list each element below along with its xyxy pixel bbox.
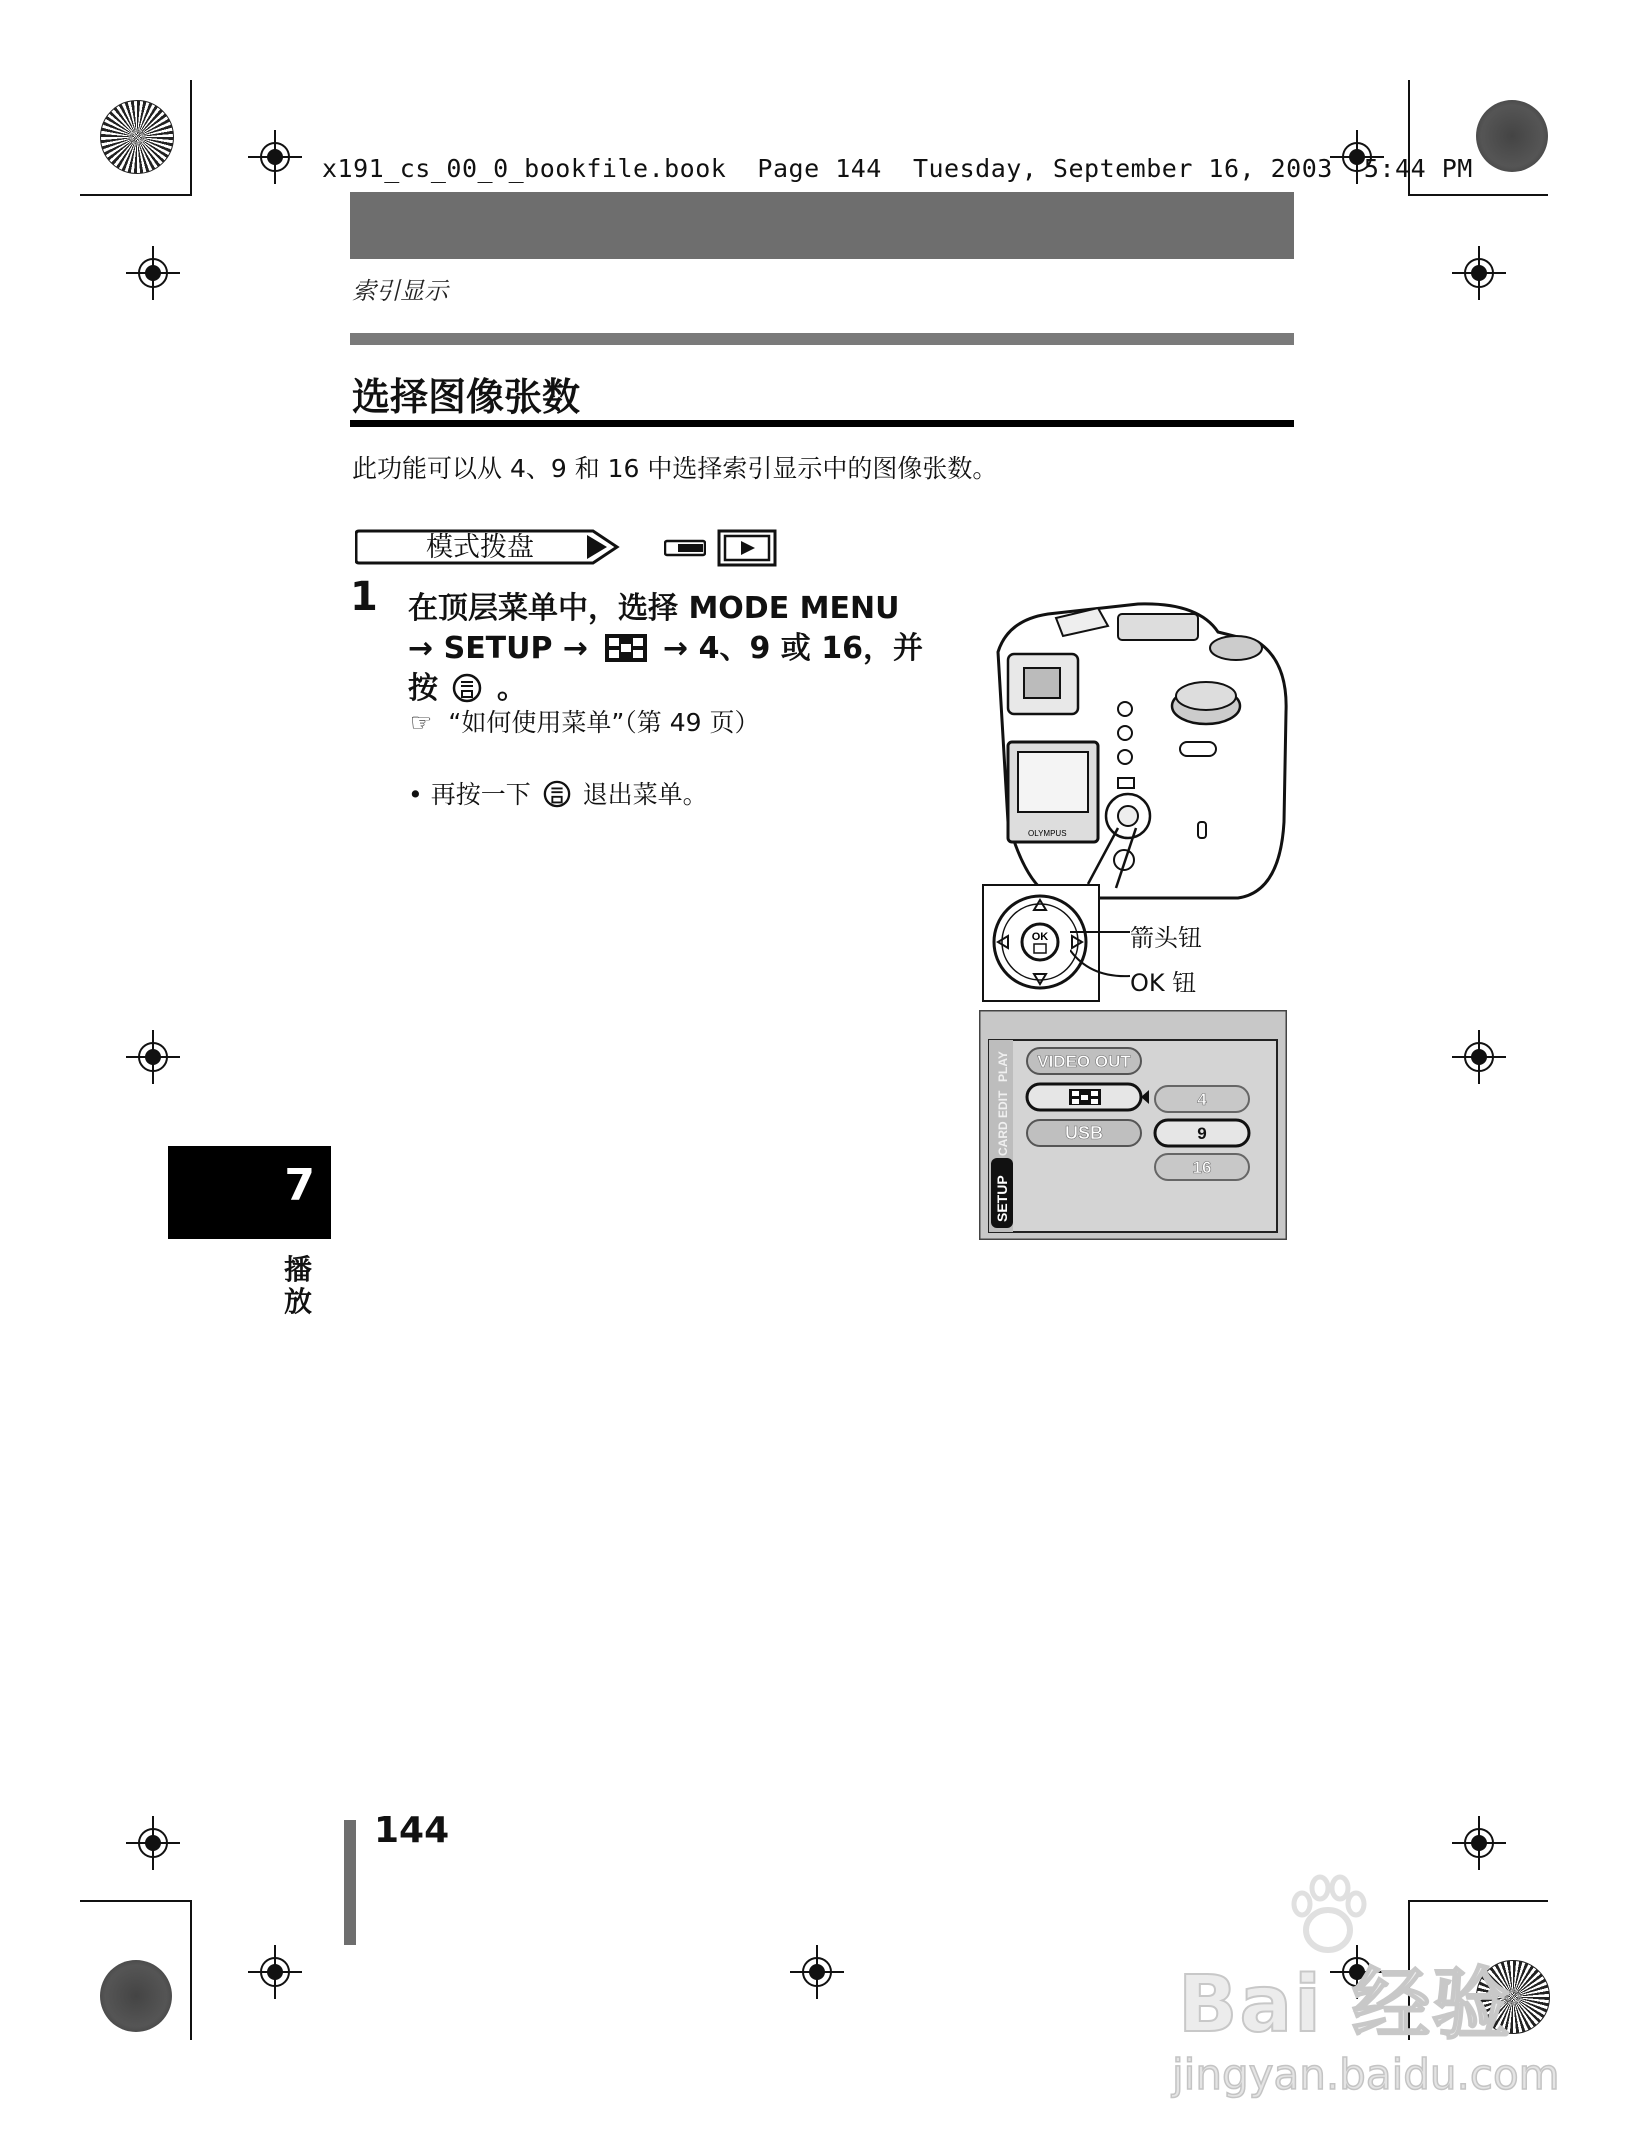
step-number: 1 bbox=[350, 574, 378, 620]
registration-mark bbox=[248, 1945, 302, 1999]
chapter-name: 播放 bbox=[283, 1253, 312, 1318]
title-rule bbox=[350, 420, 1294, 427]
page-reference bbox=[410, 703, 759, 739]
ok-label: OK bbox=[1031, 931, 1049, 943]
crop-mark bbox=[80, 194, 192, 196]
lcd-tab-edit: EDIT bbox=[996, 1090, 1010, 1118]
step-instruction-line bbox=[408, 663, 527, 707]
starburst-mark bbox=[100, 1960, 172, 2032]
lcd-option-9: 9 bbox=[1197, 1124, 1207, 1143]
registration-mark bbox=[248, 130, 302, 184]
reference-text: “如何使用菜单”（第 49 页） bbox=[448, 708, 760, 737]
crop-mark bbox=[80, 1900, 192, 1902]
chapter-tab: 7 bbox=[168, 1146, 331, 1239]
registration-mark bbox=[790, 1945, 844, 1999]
lcd-option-4: 4 bbox=[1197, 1090, 1207, 1109]
registration-mark bbox=[126, 1030, 180, 1084]
watermark-url: jingyan.baidu.com bbox=[1172, 2050, 1560, 2099]
step-instruction-text: 。 bbox=[496, 671, 527, 706]
registration-mark bbox=[1452, 1030, 1506, 1084]
page-number: 144 bbox=[374, 1810, 450, 1851]
camera-illustration bbox=[968, 592, 1308, 912]
step-instruction-line bbox=[408, 623, 923, 667]
ok-button-label: OK 钮 bbox=[1130, 969, 1197, 997]
watermark-text: Bai 经验 bbox=[1178, 1960, 1512, 2050]
lcd-tab-play: PLAY bbox=[996, 1051, 1010, 1082]
lcd-item-video-out: VIDEO OUT bbox=[1037, 1052, 1131, 1071]
registration-mark bbox=[126, 1816, 180, 1870]
switch-icon bbox=[664, 538, 706, 558]
step-instruction-text: → SETUP → bbox=[408, 631, 589, 666]
ok-button-icon bbox=[452, 673, 482, 703]
step-instruction-text: 按 bbox=[408, 671, 438, 706]
step-instruction-text: → 4、9 或 16，并 bbox=[662, 631, 923, 666]
camera-brand: OLYMPUS bbox=[1028, 829, 1067, 838]
section-subtitle: 索引显示 bbox=[352, 277, 448, 305]
starburst-mark bbox=[1476, 100, 1548, 172]
section-rule bbox=[350, 333, 1294, 345]
intro-text: 此功能可以从 4、9 和 16 中选择索引显示中的图像张数。 bbox=[352, 454, 998, 483]
page-number-bar bbox=[344, 1820, 356, 1945]
lcd-item-usb: USB bbox=[1064, 1123, 1104, 1143]
registration-mark bbox=[1452, 246, 1506, 300]
lcd-menu-screen bbox=[979, 1010, 1287, 1240]
page-title: 选择图像张数 bbox=[352, 375, 581, 419]
registration-mark bbox=[126, 246, 180, 300]
index-display-icon bbox=[605, 634, 647, 662]
crop-mark bbox=[190, 80, 192, 196]
lcd-tab-setup: SETUP bbox=[994, 1175, 1010, 1222]
registration-mark bbox=[1452, 1816, 1506, 1870]
callout-lines bbox=[1070, 920, 1132, 980]
header-bar bbox=[350, 192, 1294, 259]
reference-hand-icon: ☞ bbox=[410, 708, 433, 737]
lcd-tab-card: CARD bbox=[996, 1121, 1010, 1156]
lcd-option-16: 16 bbox=[1192, 1158, 1212, 1177]
arrow-pad-label: 箭头钮 bbox=[1130, 924, 1202, 952]
crop-mark bbox=[1408, 194, 1548, 196]
crop-mark bbox=[190, 1900, 192, 2040]
ok-button-icon bbox=[543, 780, 571, 808]
step-instruction-line: 在顶层菜单中，选择 MODE MENU bbox=[408, 591, 900, 626]
playback-icon bbox=[717, 529, 777, 567]
file-header: x191_cs_00_0_bookfile.book Page 144 Tuesday, September 16, 2003 5:44 PM bbox=[322, 154, 1473, 183]
lcd-item-index-icon bbox=[1069, 1089, 1101, 1105]
step-note bbox=[408, 775, 708, 811]
note-text: • 再按一下 bbox=[408, 780, 531, 809]
starburst-mark bbox=[100, 100, 174, 174]
mode-dial-label: 模式拨盘 bbox=[426, 532, 534, 563]
note-text: 退出菜单。 bbox=[582, 780, 708, 809]
crop-mark bbox=[1408, 1900, 1548, 1902]
